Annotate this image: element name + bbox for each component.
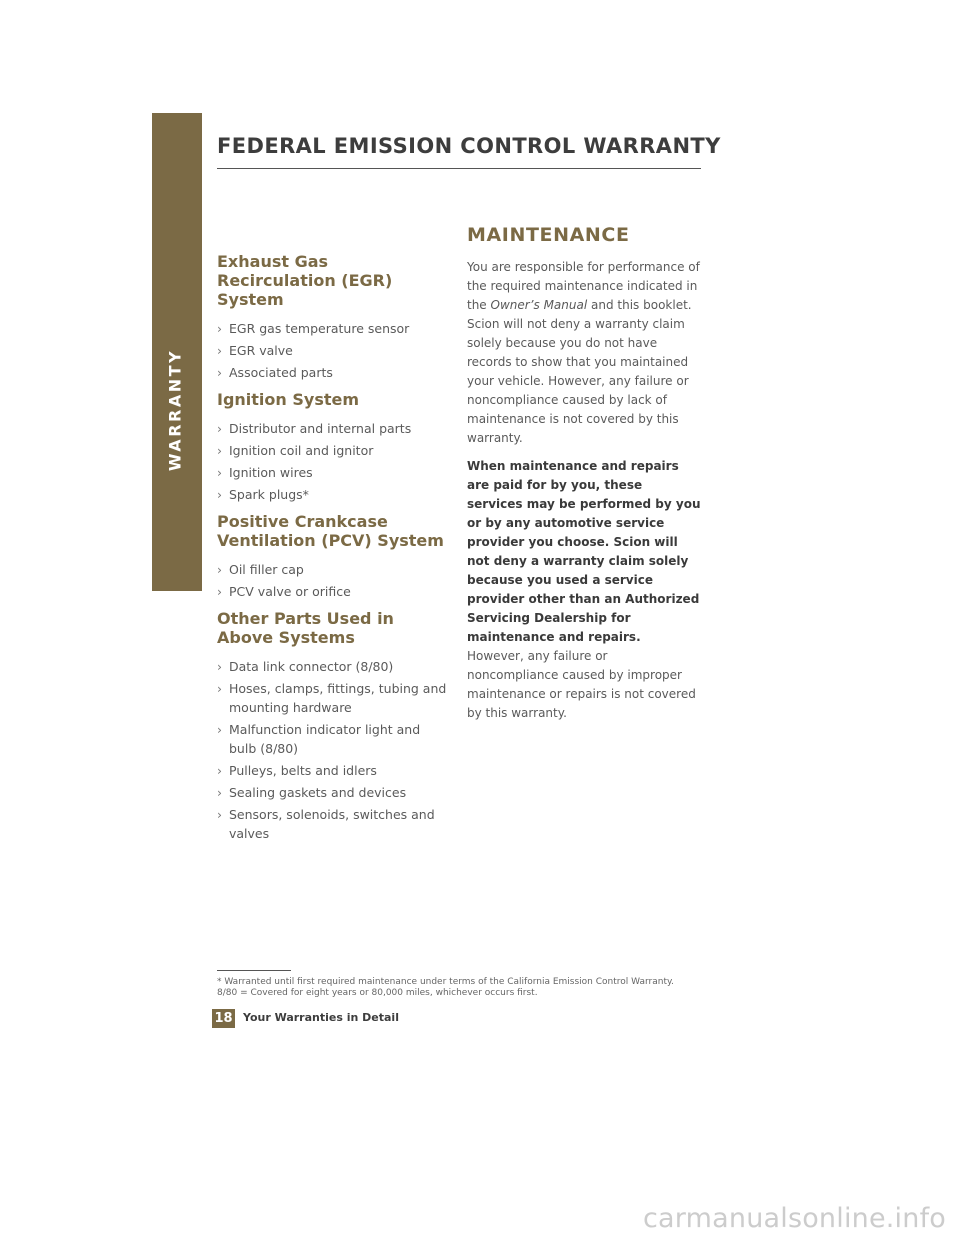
section-heading: Positive Crankcase Ventilation (PCV) System	[217, 512, 444, 550]
parts-list	[217, 419, 449, 504]
list-item: › PCV valve or orifice	[217, 584, 351, 599]
chevron-right-icon: ›	[217, 443, 222, 458]
sidebar-label: WARRANTY	[165, 348, 185, 472]
section-egr	[217, 252, 449, 382]
chevron-right-icon: ›	[217, 487, 222, 502]
maintenance-heading: MAINTENANCE	[467, 224, 630, 246]
chevron-right-icon: ›	[217, 807, 222, 822]
parts-column	[217, 252, 449, 851]
footnote-line: * Warranted until first required maintenance under terms of the California Emission Control Warranty.	[217, 977, 674, 987]
chevron-right-icon: ›	[217, 659, 222, 674]
section-other-parts	[217, 609, 449, 843]
maintenance-paragraph-2: When maintenance and repairs are paid for by you, these services may be performed by you or by any automotive service provider you choose. Scion will not deny a warranty claim solely because you used a service provider other than an Authorized Servicing Dealership for maintenance and repairs. However, any failure or noncompliance caused by improper maintenance or repairs is not covered by this warranty.	[467, 459, 701, 720]
maintenance-column	[467, 224, 701, 732]
chevron-right-icon: ›	[217, 365, 222, 380]
parts-list	[217, 560, 449, 601]
footnote-line: 8/80 = Covered for eight years or 80,000 miles, whichever occurs first.	[217, 988, 538, 998]
section-heading: Ignition System	[217, 390, 360, 409]
chevron-right-icon: ›	[217, 722, 222, 737]
section-heading: Other Parts Used in Above Systems	[217, 609, 394, 647]
section-pcv	[217, 512, 449, 601]
list-item: › Ignition wires	[217, 465, 313, 480]
list-item: › Distributor and internal parts	[217, 421, 412, 436]
chevron-right-icon: ›	[217, 785, 222, 800]
chevron-right-icon: ›	[217, 763, 222, 778]
list-item: › Associated parts	[217, 365, 333, 380]
section-heading: Exhaust Gas Recirculation (EGR) System	[217, 252, 393, 309]
parts-list	[217, 657, 449, 843]
section-ignition	[217, 390, 449, 504]
list-item: › EGR valve	[217, 343, 293, 358]
list-item: › Ignition coil and ignitor	[217, 443, 374, 458]
parts-list	[217, 319, 449, 382]
chevron-right-icon: ›	[217, 584, 222, 599]
maintenance-paragraph-1: You are responsible for performance of the required maintenance indicated in the Owner’s Manual and this booklet. Scion will not deny a warranty claim solely because you do not have records to show that you maintained your vehicle. However, any failure or noncompliance caused by lack of maintenance is not covered by this warranty.	[467, 260, 700, 445]
list-item: › Spark plugs*	[217, 487, 309, 502]
chevron-right-icon: ›	[217, 321, 222, 336]
chevron-right-icon: ›	[217, 562, 222, 577]
title-divider	[217, 168, 701, 169]
list-item: › Sealing gaskets and devices	[217, 785, 407, 800]
page-title: FEDERAL EMISSION CONTROL WARRANTY	[217, 134, 721, 158]
footnote	[217, 977, 717, 999]
page-number: 18	[212, 1009, 235, 1028]
owners-manual-reference: Owner’s Manual	[490, 298, 588, 312]
list-item: › Hoses, clamps, fittings, tubing and mounting hardware	[217, 681, 447, 715]
list-item: › Data link connector (8/80)	[217, 659, 394, 674]
footer-label: Your Warranties in Detail	[243, 1011, 399, 1024]
chevron-right-icon: ›	[217, 421, 222, 436]
chevron-right-icon: ›	[217, 465, 222, 480]
chevron-right-icon: ›	[217, 343, 222, 358]
list-item: › Pulleys, belts and idlers	[217, 763, 377, 778]
watermark: carmanualsonline.info	[643, 1203, 946, 1234]
list-item: › Sensors, solenoids, switches and valves	[217, 807, 435, 841]
list-item: › Oil filler cap	[217, 562, 304, 577]
list-item: › EGR gas temperature sensor	[217, 321, 410, 336]
chevron-right-icon: ›	[217, 681, 222, 696]
footnote-divider	[217, 970, 291, 971]
emphasis-text: When maintenance and repairs are paid for by you, these services may be performed by you or by any automotive service provider you choose. Scion will not deny a warranty claim solely because you used a service provider other than an Authorized Servicing Dealership for maintenance and repairs.	[467, 459, 701, 644]
list-item: › Malfunction indicator light and bulb (8/80)	[217, 722, 421, 756]
